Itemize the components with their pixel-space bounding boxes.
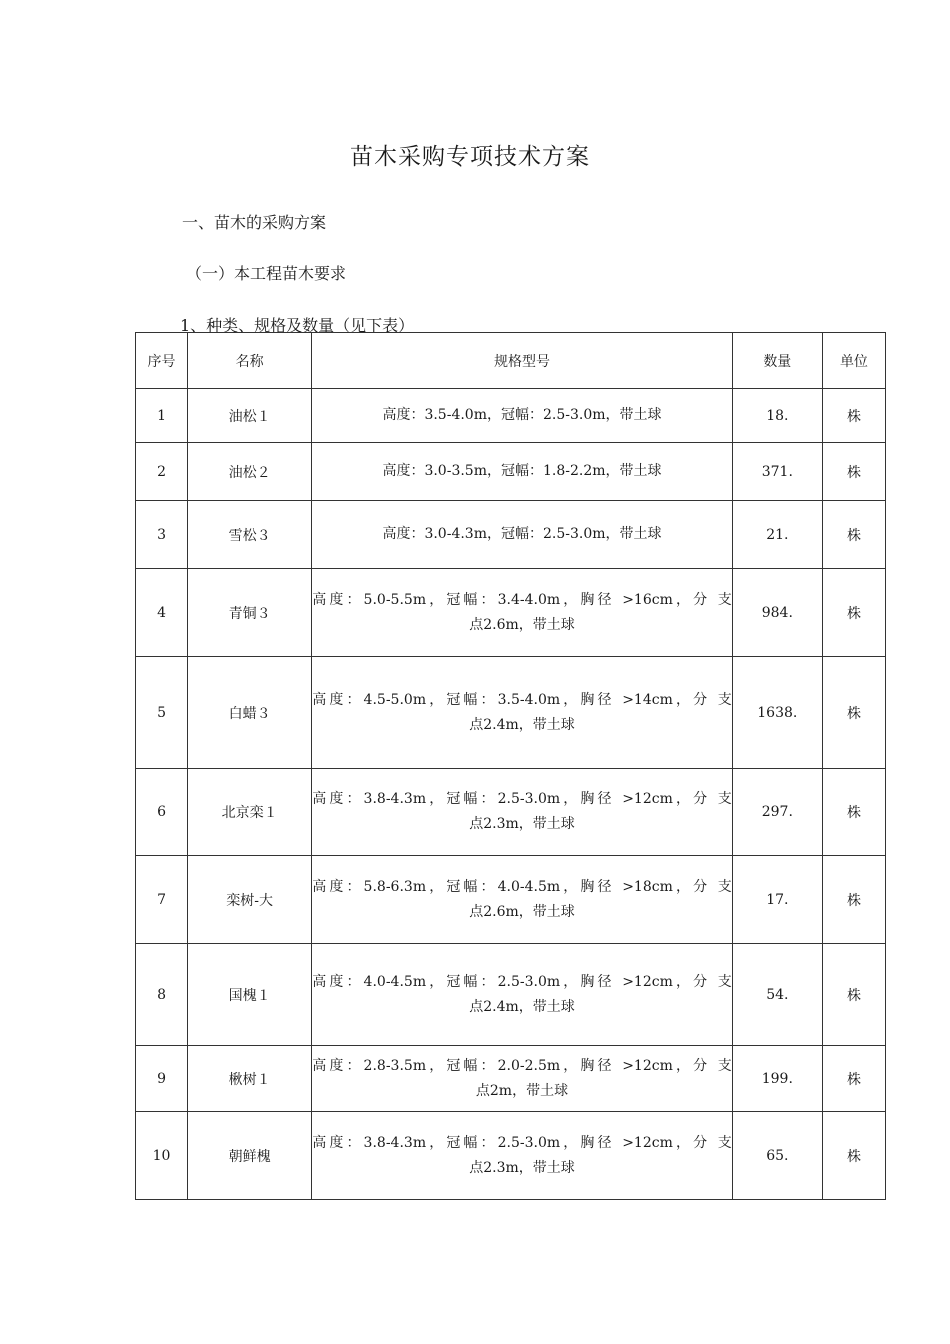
table-row xyxy=(136,1112,886,1200)
cell-qty: 17. xyxy=(732,856,822,944)
spec-line-1: 高度：2.8-3.5m，冠幅：2.0-2.5m，胸径 >12cm，分 支 xyxy=(312,1057,732,1074)
table-row xyxy=(136,1046,886,1112)
header-no: 序号 xyxy=(136,333,188,389)
cell-unit: 株 xyxy=(822,657,885,769)
table-row xyxy=(136,657,886,769)
cell-unit: 株 xyxy=(822,501,885,569)
cell-unit: 株 xyxy=(822,389,885,443)
cell-unit: 株 xyxy=(822,1046,885,1112)
cell-name: 国槐１ xyxy=(188,944,312,1046)
cell-no: 10 xyxy=(136,1112,188,1200)
cell-name: 栾树-大 xyxy=(188,856,312,944)
cell-spec xyxy=(312,1046,733,1112)
cell-no: 4 xyxy=(136,569,188,657)
section-heading-1-1-1: 1、种类、规格及数量（见下表） xyxy=(180,316,415,335)
cell-no: 3 xyxy=(136,501,188,569)
table-row xyxy=(136,501,886,569)
cell-spec xyxy=(312,856,733,944)
cell-name: 北京栾１ xyxy=(188,769,312,856)
cell-qty: 18. xyxy=(732,389,822,443)
spec-line-2: 点2m，带土球 xyxy=(475,1082,569,1099)
spec-line-2: 点2.3m，带土球 xyxy=(469,816,575,832)
spec-line-1: 高度：4.5-5.0m，冠幅：3.5-4.0m，胸径 >14cm，分 支 xyxy=(312,691,732,708)
table-row xyxy=(136,856,886,944)
spec-line-2: 点2.6m，带土球 xyxy=(469,903,575,920)
table-row xyxy=(136,389,886,443)
cell-spec xyxy=(312,569,733,657)
cell-spec xyxy=(312,1112,733,1200)
cell-unit: 株 xyxy=(822,1112,885,1200)
cell-qty: 54. xyxy=(732,944,822,1046)
table-header-row xyxy=(136,333,886,389)
spec-line-1: 高度：3.8-4.3m，冠幅：2.5-3.0m，胸径 >12cm，分 支 xyxy=(312,1134,732,1151)
cell-unit: 株 xyxy=(822,769,885,856)
cell-no: 2 xyxy=(136,443,188,501)
cell-name: 油松１ xyxy=(188,389,312,443)
cell-no: 6 xyxy=(136,769,188,856)
cell-spec: 高度：3.0-4.3m，冠幅：2.5-3.0m，带土球 xyxy=(312,501,733,569)
header-unit: 单位 xyxy=(822,333,885,389)
section-heading-1-1: （一）本工程苗木要求 xyxy=(186,264,347,283)
table-row xyxy=(136,769,886,856)
cell-qty: 21. xyxy=(732,501,822,569)
cell-no: 5 xyxy=(136,657,188,769)
cell-no: 1 xyxy=(136,389,188,443)
cell-name: 青铜３ xyxy=(188,569,312,657)
spec-line-1: 高度：3.8-4.3m，冠幅：2.5-3.0m，胸径 >12cm，分 支 xyxy=(312,791,732,807)
spec-line-1: 高度：5.0-5.5m，冠幅：3.4-4.0m，胸径 >16cm，分 支 xyxy=(312,591,732,608)
spec-line-2: 点2.6m，带土球 xyxy=(469,616,575,633)
spec-line-1: 高度：5.8-6.3m，冠幅：4.0-4.5m，胸径 >18cm，分 支 xyxy=(312,878,732,895)
cell-qty: 199. xyxy=(732,1046,822,1112)
cell-spec: 高度：3.5-4.0m，冠幅：2.5-3.0m，带土球 xyxy=(312,389,733,443)
seedling-table xyxy=(135,332,886,1200)
cell-unit: 株 xyxy=(822,443,885,501)
cell-spec xyxy=(312,944,733,1046)
table-row xyxy=(136,569,886,657)
cell-no: 8 xyxy=(136,944,188,1046)
cell-name: 白蜡３ xyxy=(188,657,312,769)
section-heading-1: 一、苗木的采购方案 xyxy=(182,213,327,232)
cell-no: 7 xyxy=(136,856,188,944)
cell-name: 油松２ xyxy=(188,443,312,501)
spec-line-2: 点2.4m，带土球 xyxy=(469,998,575,1015)
spec-line-2: 点2.4m，带土球 xyxy=(469,716,575,733)
header-name: 名称 xyxy=(188,333,312,389)
table-row xyxy=(136,443,886,501)
cell-qty: 1638. xyxy=(732,657,822,769)
header-qty: 数量 xyxy=(732,333,822,389)
cell-spec xyxy=(312,769,733,856)
cell-qty: 65. xyxy=(732,1112,822,1200)
cell-unit: 株 xyxy=(822,569,885,657)
table-row xyxy=(136,944,886,1046)
spec-line-2: 点2.3m，带土球 xyxy=(469,1159,575,1176)
cell-qty: 984. xyxy=(732,569,822,657)
cell-qty: 297. xyxy=(732,769,822,856)
cell-name: 雪松３ xyxy=(188,501,312,569)
header-spec: 规格型号 xyxy=(312,333,733,389)
cell-unit: 株 xyxy=(822,944,885,1046)
cell-unit: 株 xyxy=(822,856,885,944)
cell-no: 9 xyxy=(136,1046,188,1112)
document-title: 苗木采购专项技术方案 xyxy=(350,144,590,170)
cell-qty: 371. xyxy=(732,443,822,501)
cell-spec: 高度：3.0-3.5m，冠幅：1.8-2.2m，带土球 xyxy=(312,443,733,501)
cell-name: 朝鲜槐 xyxy=(188,1112,312,1200)
spec-line-1: 高度：4.0-4.5m，冠幅：2.5-3.0m，胸径 >12cm，分 支 xyxy=(312,973,732,990)
cell-name: 楸树１ xyxy=(188,1046,312,1112)
cell-spec xyxy=(312,657,733,769)
